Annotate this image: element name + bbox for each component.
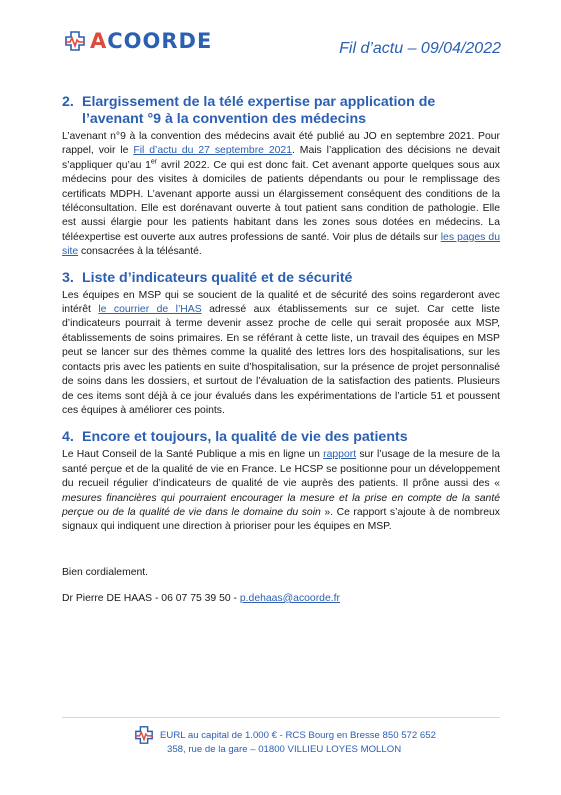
page-footer: [160, 729, 460, 757]
newsletter-body: [62, 94, 500, 606]
footer-address-line: 358, rue de la gare – 01800 VILLIEU LOYES MOLLON: [167, 744, 402, 755]
section-4: [62, 429, 500, 534]
section-2-number: 2.: [62, 94, 74, 110]
section-3-paragraph: Les équipes en MSP qui se soucient de la qualité et de sécurité des soins regarderont avec intérêt le courrier de l’HAS adressé aux établissements sur ce sujet. Car cette liste d’indicateurs pourrait à terme devenir assez proche de celle qui serait proposée aux MSP, établissements de soins primaires. En se référant à cette liste, un travail des équipes en MSP peut se lancer sur des thèmes comme la qualité des lettres lors des hospitalisations, sur les contacts pris avec les patients en suite d’hospitalisation, sur la présence de projet personnalisé de soins dans les dossiers, et surtout de l’évaluation de la satisfaction des patients. Plusieurs de ces items sont déjà à ce jour évalués dans les expérimentations de l’article 51 et poussent ces équipes à améliorer ces points.: [62, 289, 500, 416]
closing-greeting: Bien cordialement.: [62, 566, 149, 578]
medical-cross-heartbeat-icon: [134, 725, 154, 745]
signature-name-phone: Dr Pierre DE HAAS - 06 07 75 39 50 -: [62, 592, 240, 604]
logo-text-first: A: [90, 29, 108, 53]
footer-divider: [62, 717, 500, 718]
section-3-title: Liste d’indicateurs qualité et de sécurité: [82, 269, 353, 286]
report-link[interactable]: rapport: [323, 449, 357, 461]
fil-dactu-date: Fil d’actu – 09/04/2022: [339, 40, 501, 57]
acoorde-logo: [64, 30, 212, 52]
section-3-heading: [62, 270, 500, 287]
section-3: [62, 270, 500, 419]
section-2-title: Elargissement de la télé expertise par application de l’avenant °9 à la convention des médecins: [82, 94, 436, 127]
section-2-heading: [62, 94, 500, 128]
section-4-number: 4.: [62, 429, 74, 446]
email-link[interactable]: p.dehaas@acoorde.fr: [239, 592, 340, 604]
medical-cross-heartbeat-icon: [64, 30, 86, 52]
section-4-heading: [62, 429, 500, 446]
fil-dactu-link[interactable]: Fil d’actu du 27 septembre 2021: [133, 145, 292, 157]
section-2-paragraph: L’avenant n°9 à la convention des médecins avait été publié au JO en septembre 2021. Pour rappel, voir le Fil d’actu du 27 septembre 2021. Mais l’application des décisions ne devait s’appliquer qu’au 1er avril 2022. Ce qui est donc fait. Cet avenant apporte quelques sous aux médecins pour des visites à domiciles de patients dépendants ou pour le remplissage des certificats MDPH. L’avenant apporte aussi un élargissement conséquent des conditions de la téléconsultation. Elle est dorénavant ouverte à tout patient sans condition de pathologie. Elle est aussi élargie pour les patients habitant dans les zones sous dotées en médecins. La téléexpertise est ouverte aux autres professions de santé. Voir plus de détails sur les pages du site consacrées à la télésanté.: [62, 131, 500, 258]
page-header: [0, 0, 561, 80]
section-4-paragraph: Le Haut Conseil de la Santé Publique a mis en ligne un rapport sur l’usage de la mesure de la santé perçue et de la qualité de vie en France. Le HCSP se positionne pour un développement du recueil régulier d’indicateurs de qualité de vie auprès des patients. Il prône aussi des « mesures financières qui pourraient encourager la mesure et la prise en compte de la santé perçue ou de la qualité de vie dans le domaine du soin ». Ce rapport s’ajoute à de nombreux signaux qui indiquent une direction à prioriser pour les équipes en MSP.: [62, 449, 500, 533]
section-4-title: Encore et toujours, la qualité de vie des patients: [82, 429, 408, 446]
site-pages-link[interactable]: les pages du site: [62, 231, 500, 258]
has-letter-link[interactable]: le courrier de l’HAS: [98, 304, 202, 316]
signature: [62, 592, 500, 606]
logo-text-rest: COORDE: [107, 29, 213, 53]
section-2: [62, 94, 500, 260]
section-3-number: 3.: [62, 269, 74, 286]
footer-company-line: EURL au capital de 1.000 € - RCS Bourg en Bresse 850 572 652: [160, 730, 436, 741]
